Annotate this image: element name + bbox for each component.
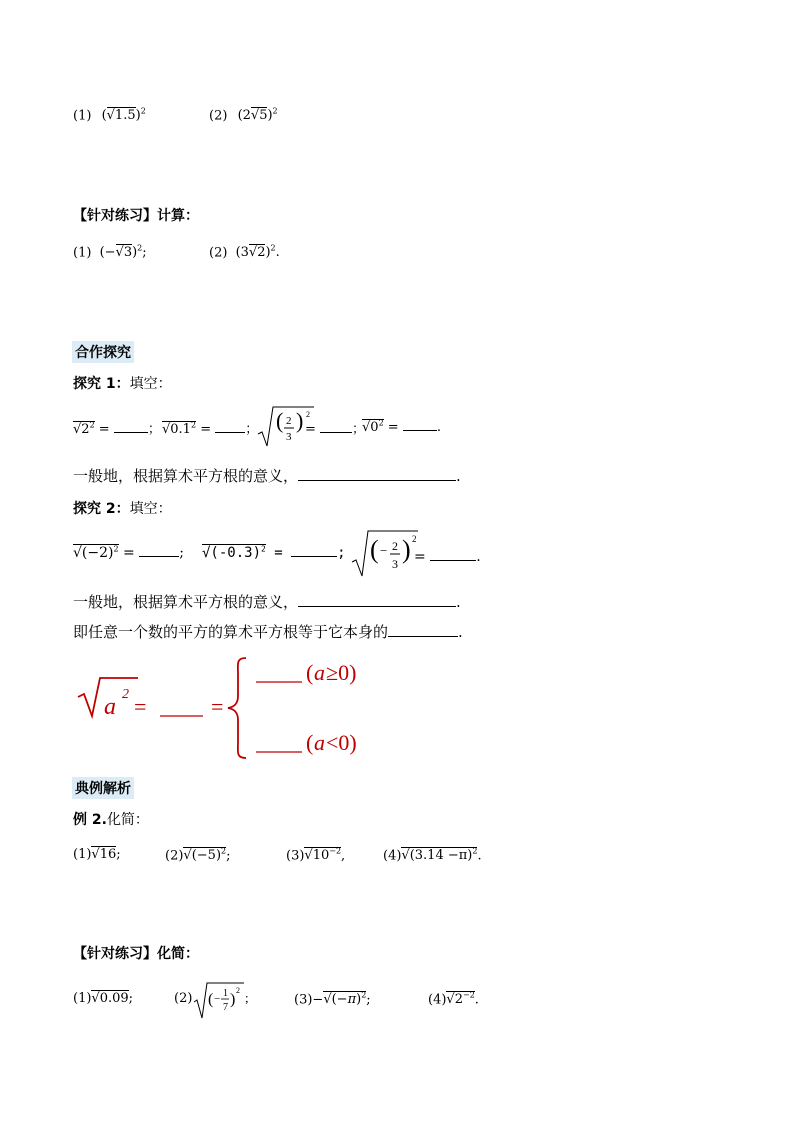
practice2-item-1: (1)√0.09; [73, 991, 134, 1006]
explore2-expr-1: $√(-2)^2$ = ; [73, 544, 184, 561]
top-item-2: (2) $(2√5)^2$ [209, 107, 278, 124]
svg-text:3: 3 [392, 557, 398, 571]
example-heading: 例 2.化简： [73, 812, 149, 828]
svg-text:<0): <0) [326, 730, 357, 755]
svg-text:): ) [402, 535, 411, 564]
example-item-2: $(2)√(-5)^2$; [165, 847, 231, 864]
svg-text:=: = [211, 694, 224, 719]
general-text-2: 一般地，根据算术平方根的意义， . [73, 593, 461, 611]
explore2-heading: 探究 2：填空： [73, 501, 172, 517]
svg-text:a: a [314, 660, 325, 685]
practice1-item-2: (2) $(3√2)^2$. [209, 244, 280, 261]
svg-text:(: ( [306, 730, 314, 755]
example-item-1: (1)√16; [73, 847, 121, 862]
svg-text:): ) [230, 991, 236, 1008]
svg-text:2: 2 [286, 415, 292, 427]
explore2-expr-3-radical [350, 528, 420, 580]
section-title-coop: 合作探究 [72, 341, 134, 363]
svg-text:a: a [104, 694, 116, 720]
svg-text:=: = [134, 694, 147, 719]
practice2-item-2-radical [192, 980, 254, 1022]
svg-text:≥0): ≥0) [326, 660, 357, 685]
practice2-item-3: $(3)-√(-\pi)^2$; [294, 991, 371, 1008]
item-label: (2) [209, 108, 228, 124]
svg-text:−: − [214, 993, 221, 1005]
svg-text:3: 3 [286, 431, 292, 443]
example-item-4: $(4)√(3.14 -\pi)^2$. [383, 847, 482, 864]
svg-text:(: ( [306, 660, 314, 685]
practice2-item-4: $(4)√2^{-2}$. [428, 991, 479, 1008]
example-item-3: $(3)√10^{-2}$, [286, 847, 346, 864]
svg-text:2: 2 [392, 539, 398, 553]
svg-text:7: 7 [223, 1002, 228, 1013]
svg-text:(: ( [276, 408, 284, 433]
explore2-expr-3-blank: = . [414, 549, 481, 565]
practice2-item-2-label: (2) [174, 991, 193, 1006]
svg-text:): ) [296, 408, 304, 433]
conclusion-text: 即任意一个数的平方的算术平方根等于它本身的 . [73, 623, 463, 641]
explore2-expr-2: $√(-0.3)^2$ = ; [202, 544, 346, 561]
explore1-expr-4: $√0^2$ = . [362, 418, 441, 435]
svg-text:2: 2 [306, 410, 310, 419]
svg-text:2: 2 [412, 534, 417, 544]
explore1-expr-2: $√0.1^2$ = ； [162, 420, 259, 437]
section-title-example: 典例解析 [72, 777, 134, 799]
svg-text:2: 2 [122, 687, 129, 702]
practice1-heading: 【针对练习】计算： [73, 208, 199, 224]
practice1-item-1: (1) $(-√3)^2$; [73, 244, 147, 261]
abs-value-formula [70, 652, 390, 764]
general-text-1: 一般地，根据算术平方根的意义， . [73, 467, 461, 485]
svg-text:2: 2 [236, 986, 240, 995]
item-label: (1) [73, 108, 92, 124]
svg-text:1: 1 [223, 988, 228, 999]
explore1-expr-3-blank: = ； [305, 422, 366, 437]
svg-text:−: − [380, 543, 388, 558]
explore1-heading: 探究 1：填空： [73, 376, 172, 392]
explore1-expr-1: $√2^2$ = ； [73, 420, 161, 437]
svg-text:(: ( [208, 991, 214, 1008]
svg-text:a: a [314, 730, 325, 755]
practice2-heading: 【针对练习】化简： [73, 946, 199, 962]
svg-text:;: ; [245, 990, 249, 1005]
top-item-1: (1) $(√1.5)^2$ [73, 107, 146, 124]
svg-text:(: ( [370, 535, 379, 564]
